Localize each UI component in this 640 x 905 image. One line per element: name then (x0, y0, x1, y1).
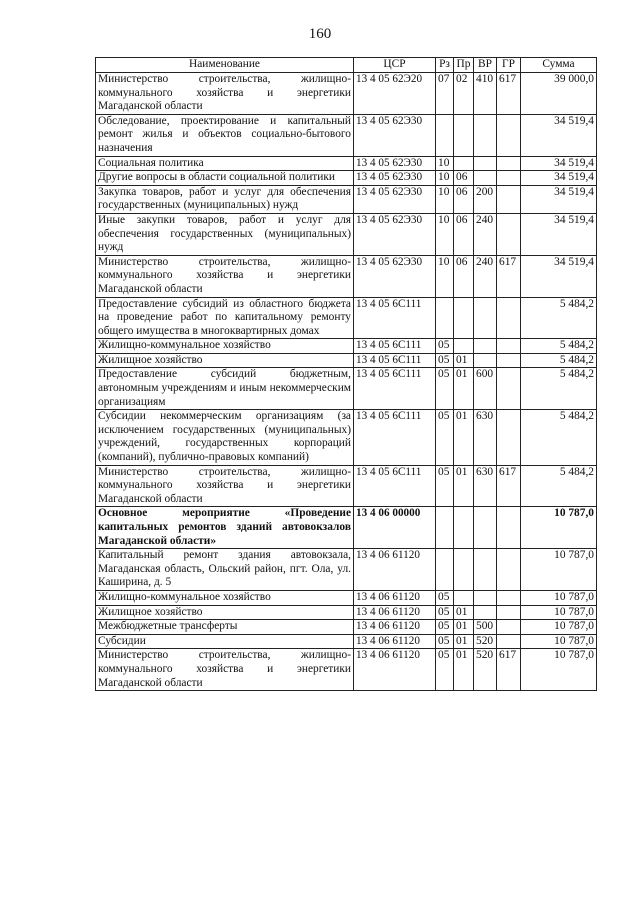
table-row (96, 410, 597, 465)
header-csr: ЦСР (354, 58, 436, 73)
cell-csr: 13 4 05 62Э30 (354, 156, 436, 171)
cell-name: Капитальный ремонт здания автовокзала, Магаданская область, Ольский район, пгт. Ола, ул. Каширина, д. 5 (96, 549, 354, 591)
cell-rz (436, 114, 454, 156)
cell-gr: 617 (497, 465, 521, 507)
cell-csr: 13 4 05 6С111 (354, 410, 436, 465)
cell-rz: 05 (436, 634, 454, 649)
table-row (96, 213, 597, 255)
cell-rz: 05 (436, 353, 454, 368)
cell-amount: 5 484,2 (521, 297, 597, 339)
cell-amount: 34 519,4 (521, 185, 597, 213)
header-row (96, 58, 597, 73)
cell-vr (474, 297, 497, 339)
table-row (96, 634, 597, 649)
cell-gr (497, 297, 521, 339)
cell-csr: 13 4 06 61120 (354, 649, 436, 691)
cell-name: Министерство строительства, жилищно-коммунального хозяйства и энергетики Магаданской области (96, 649, 354, 691)
cell-pr: 01 (454, 605, 474, 620)
cell-gr (497, 185, 521, 213)
cell-pr (454, 549, 474, 591)
cell-vr: 600 (474, 368, 497, 410)
cell-pr (454, 297, 474, 339)
table-body (96, 73, 597, 691)
cell-vr: 520 (474, 634, 497, 649)
cell-rz: 05 (436, 339, 454, 354)
cell-amount: 10 787,0 (521, 605, 597, 620)
cell-rz: 05 (436, 649, 454, 691)
cell-pr: 01 (454, 465, 474, 507)
table-row (96, 171, 597, 186)
cell-rz: 05 (436, 410, 454, 465)
cell-gr (497, 605, 521, 620)
cell-pr: 06 (454, 171, 474, 186)
cell-gr (497, 213, 521, 255)
cell-rz (436, 549, 454, 591)
cell-amount: 39 000,0 (521, 73, 597, 115)
cell-csr: 13 4 05 6С111 (354, 339, 436, 354)
cell-csr: 13 4 05 62Э30 (354, 114, 436, 156)
cell-pr: 06 (454, 255, 474, 297)
table-row (96, 297, 597, 339)
cell-vr: 410 (474, 73, 497, 115)
cell-csr: 13 4 06 00000 (354, 507, 436, 549)
cell-vr: 240 (474, 255, 497, 297)
table-row (96, 620, 597, 635)
cell-csr: 13 4 05 6С111 (354, 353, 436, 368)
header-rz: Рз (436, 58, 454, 73)
cell-name: Предоставление субсидий из областного бюджета на проведение работ по капитальному ремонту общего имущества в многоквартирных домах (96, 297, 354, 339)
cell-csr: 13 4 06 61120 (354, 605, 436, 620)
cell-name: Министерство строительства, жилищно-коммунального хозяйства и энергетики Магаданской области (96, 73, 354, 115)
table-row (96, 114, 597, 156)
cell-name: Иные закупки товаров, работ и услуг для обеспечения государственных (муниципальных) нужд (96, 213, 354, 255)
cell-csr: 13 4 06 61120 (354, 634, 436, 649)
cell-vr (474, 353, 497, 368)
table-row (96, 156, 597, 171)
cell-rz: 10 (436, 255, 454, 297)
cell-amount: 5 484,2 (521, 353, 597, 368)
cell-name: Обследование, проектирование и капитальный ремонт жилья и объектов социально-бытового назначения (96, 114, 354, 156)
header-gr: ГР (497, 58, 521, 73)
cell-amount: 10 787,0 (521, 590, 597, 605)
cell-amount: 34 519,4 (521, 171, 597, 186)
cell-gr (497, 353, 521, 368)
cell-name: Жилищное хозяйство (96, 353, 354, 368)
cell-amount: 10 787,0 (521, 549, 597, 591)
cell-pr: 01 (454, 649, 474, 691)
table-row (96, 507, 597, 549)
cell-amount: 10 787,0 (521, 620, 597, 635)
cell-gr: 617 (497, 649, 521, 691)
table-row (96, 339, 597, 354)
cell-pr: 01 (454, 368, 474, 410)
cell-name: Социальная политика (96, 156, 354, 171)
cell-csr: 13 4 06 61120 (354, 590, 436, 605)
cell-vr (474, 590, 497, 605)
cell-gr (497, 368, 521, 410)
cell-gr (497, 171, 521, 186)
cell-vr: 520 (474, 649, 497, 691)
cell-gr: 617 (497, 255, 521, 297)
cell-rz: 05 (436, 605, 454, 620)
table-row (96, 605, 597, 620)
header-amount: Сумма (521, 58, 597, 73)
cell-amount: 34 519,4 (521, 255, 597, 297)
table-row (96, 353, 597, 368)
cell-rz (436, 507, 454, 549)
cell-pr: 01 (454, 634, 474, 649)
cell-name: Другие вопросы в области социальной политики (96, 171, 354, 186)
cell-csr: 13 4 05 62Э30 (354, 185, 436, 213)
cell-gr (497, 590, 521, 605)
cell-csr: 13 4 05 6С111 (354, 465, 436, 507)
cell-csr: 13 4 05 62Э20 (354, 73, 436, 115)
cell-name: Жилищное хозяйство (96, 605, 354, 620)
cell-vr: 630 (474, 410, 497, 465)
cell-amount: 10 787,0 (521, 634, 597, 649)
cell-vr (474, 171, 497, 186)
cell-csr: 13 4 05 6С111 (354, 297, 436, 339)
budget-table (95, 57, 597, 691)
cell-name: Закупка товаров, работ и услуг для обеспечения государственных (муниципальных) нужд (96, 185, 354, 213)
table-row (96, 185, 597, 213)
table-row (96, 465, 597, 507)
cell-amount: 5 484,2 (521, 368, 597, 410)
cell-gr (497, 114, 521, 156)
cell-rz: 10 (436, 185, 454, 213)
cell-gr (497, 507, 521, 549)
cell-name: Субсидии (96, 634, 354, 649)
cell-pr (454, 590, 474, 605)
header-pr: Пр (454, 58, 474, 73)
cell-amount: 34 519,4 (521, 114, 597, 156)
table-row (96, 73, 597, 115)
cell-amount: 5 484,2 (521, 339, 597, 354)
cell-name: Предоставление субсидий бюджетным, автономным учреждениям и иным некоммерческим организациям (96, 368, 354, 410)
cell-gr (497, 634, 521, 649)
cell-pr (454, 114, 474, 156)
cell-rz: 05 (436, 620, 454, 635)
table-row (96, 590, 597, 605)
cell-csr: 13 4 05 6С111 (354, 368, 436, 410)
cell-amount: 34 519,4 (521, 156, 597, 171)
cell-pr (454, 507, 474, 549)
cell-name: Министерство строительства, жилищно-коммунального хозяйства и энергетики Магаданской области (96, 255, 354, 297)
table-row (96, 549, 597, 591)
cell-rz: 05 (436, 590, 454, 605)
header-vr: ВР (474, 58, 497, 73)
cell-pr: 06 (454, 213, 474, 255)
cell-name: Жилищно-коммунальное хозяйство (96, 339, 354, 354)
cell-amount: 5 484,2 (521, 410, 597, 465)
table-row (96, 255, 597, 297)
cell-name: Жилищно-коммунальное хозяйство (96, 590, 354, 605)
cell-amount: 10 787,0 (521, 649, 597, 691)
cell-pr: 02 (454, 73, 474, 115)
cell-vr: 500 (474, 620, 497, 635)
cell-vr (474, 339, 497, 354)
cell-gr (497, 156, 521, 171)
cell-pr (454, 156, 474, 171)
cell-pr: 01 (454, 353, 474, 368)
cell-pr (454, 339, 474, 354)
cell-pr: 01 (454, 410, 474, 465)
cell-vr (474, 507, 497, 549)
table-row (96, 368, 597, 410)
cell-vr: 240 (474, 213, 497, 255)
cell-amount: 5 484,2 (521, 465, 597, 507)
cell-gr (497, 549, 521, 591)
cell-vr (474, 114, 497, 156)
cell-name: Министерство строительства, жилищно-коммунального хозяйства и энергетики Магаданской области (96, 465, 354, 507)
cell-vr: 200 (474, 185, 497, 213)
cell-pr: 06 (454, 185, 474, 213)
cell-rz: 05 (436, 368, 454, 410)
cell-csr: 13 4 06 61120 (354, 620, 436, 635)
cell-gr: 617 (497, 73, 521, 115)
cell-csr: 13 4 06 61120 (354, 549, 436, 591)
cell-csr: 13 4 05 62Э30 (354, 255, 436, 297)
table-row (96, 649, 597, 691)
cell-rz: 10 (436, 213, 454, 255)
cell-vr: 630 (474, 465, 497, 507)
cell-gr (497, 620, 521, 635)
page-number: 160 (308, 26, 332, 42)
cell-pr: 01 (454, 620, 474, 635)
header-name: Наименование (96, 58, 354, 73)
cell-gr (497, 410, 521, 465)
cell-vr (474, 156, 497, 171)
cell-name: Основное мероприятие «Проведение капитальных ремонтов зданий автовокзалов Магаданской области» (96, 507, 354, 549)
cell-rz: 10 (436, 171, 454, 186)
cell-rz: 05 (436, 465, 454, 507)
cell-rz: 10 (436, 156, 454, 171)
cell-vr (474, 605, 497, 620)
cell-amount: 10 787,0 (521, 507, 597, 549)
cell-rz: 07 (436, 73, 454, 115)
cell-name: Межбюджетные трансферты (96, 620, 354, 635)
cell-vr (474, 549, 497, 591)
cell-gr (497, 339, 521, 354)
cell-name: Субсидии некоммерческим организациям (за исключением государственных (муниципальных) учреждений, государственных корпораций (компаний), публично-правовых компаний) (96, 410, 354, 465)
cell-rz (436, 297, 454, 339)
table-header (96, 58, 597, 73)
cell-csr: 13 4 05 62Э30 (354, 213, 436, 255)
cell-csr: 13 4 05 62Э30 (354, 171, 436, 186)
cell-amount: 34 519,4 (521, 213, 597, 255)
